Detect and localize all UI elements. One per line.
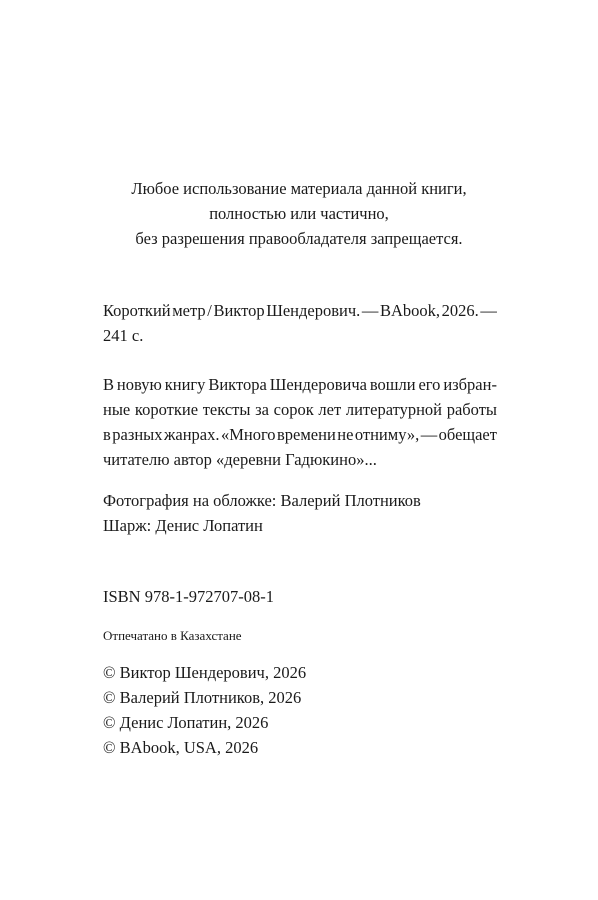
word: разных — [112, 425, 163, 444]
word: — — [420, 425, 438, 444]
word: — — [480, 301, 497, 320]
caricature-credit: Шарж: Денис Лопатин — [103, 516, 263, 535]
copyright-line: © Денис Лопатин, 2026 — [103, 713, 269, 732]
word: вошли — [369, 375, 416, 394]
word: тексты — [202, 400, 251, 419]
copyright-notice — [0, 176, 598, 251]
word: в — [103, 425, 111, 444]
word: за — [255, 400, 269, 419]
word: жанрах. — [163, 425, 220, 444]
copyright-list — [103, 660, 497, 760]
page-count: 241 с. — [103, 326, 144, 345]
word: В — [103, 375, 115, 394]
printed-in — [103, 626, 497, 646]
isbn — [103, 584, 497, 609]
annotation — [103, 372, 497, 472]
word: отниму», — [354, 425, 420, 444]
word: его — [418, 375, 441, 394]
credits — [103, 488, 497, 538]
word: книгу — [164, 375, 206, 394]
word: «Много — [220, 425, 276, 444]
isbn-number: ISBN 978-1-972707-08-1 — [103, 587, 274, 606]
word: — — [361, 301, 379, 320]
notice-line: Любое использование материала данной книги, — [131, 179, 467, 198]
bibliographic-line — [103, 298, 497, 323]
annotation-line — [103, 422, 497, 447]
word: сорок — [273, 400, 314, 419]
word: 2026. — [441, 301, 479, 320]
annotation-line — [103, 397, 497, 422]
copyright-line: © Виктор Шендерович, 2026 — [103, 663, 307, 682]
word: Виктор — [213, 301, 265, 320]
word: Шендерович. — [266, 301, 361, 320]
printed-in-text: Отпечатано в Казахстане — [103, 628, 242, 643]
annotation-line — [103, 372, 497, 397]
word: короткие — [134, 400, 199, 419]
notice-line: без разрешения правообладателя запрещается. — [135, 229, 463, 248]
copyright-line: © BAbook, USA, 2026 — [103, 738, 259, 757]
word: новую — [116, 375, 162, 394]
bibliographic-record — [103, 298, 497, 348]
word: / — [207, 301, 212, 320]
word: литературной — [345, 400, 443, 419]
word: BAbook, — [380, 301, 441, 320]
cover-photo-credit: Фотография на обложке: Валерий Плотников — [103, 491, 421, 510]
annotation-line: читателю автор «деревни Гадюкино»... — [103, 450, 377, 469]
word: Шендеровича — [269, 375, 367, 394]
word: времени — [277, 425, 336, 444]
word: не — [337, 425, 354, 444]
word: обещает — [438, 425, 497, 444]
notice-line: полностью или частично, — [209, 204, 389, 223]
word: работы — [446, 400, 497, 419]
word: лет — [318, 400, 342, 419]
word: Виктора — [208, 375, 267, 394]
copyright-line: © Валерий Плотников, 2026 — [103, 688, 302, 707]
word: избран- — [443, 375, 497, 394]
word: ные — [103, 400, 131, 419]
word: метр — [172, 301, 206, 320]
word: Короткий — [103, 301, 171, 320]
